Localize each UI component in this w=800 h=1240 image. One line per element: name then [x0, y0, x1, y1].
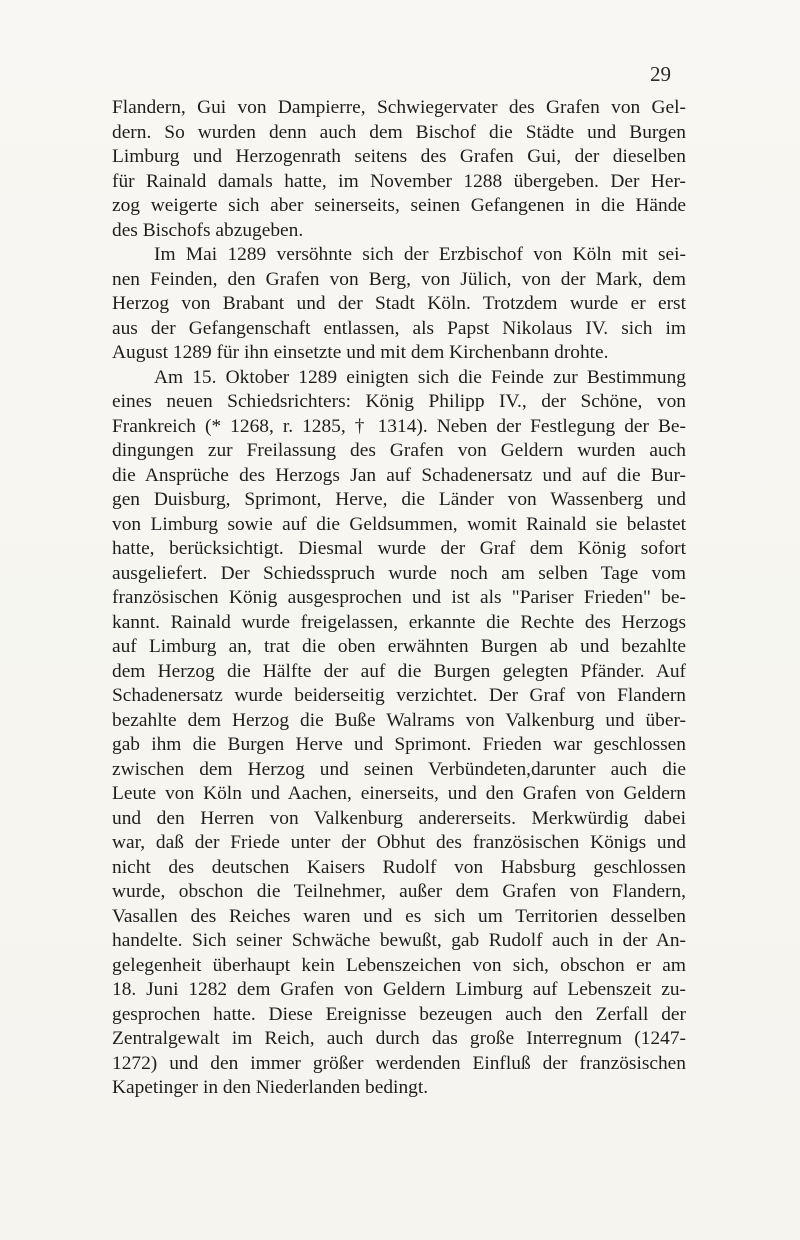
text-line: für Rainald damals hatte, im November 1288 übergeben. Der Her-: [112, 170, 686, 192]
text-line: Kapetinger in den Niederlanden bedingt.: [112, 1077, 429, 1098]
text-line: dingungen zur Freilassung des Grafen von Geldern wurden auch: [112, 440, 686, 461]
paragraph: [112, 96, 686, 243]
text-line: des Bischofs abzugeben.: [112, 219, 304, 241]
text-line: Am 15. Oktober 1289 einigten sich die Feinde zur Bestimmung: [154, 366, 686, 388]
body-text: [112, 96, 686, 1101]
text-line: wurde, obschon die Teilnehmer, außer dem Grafen von Flandern,: [112, 881, 686, 902]
text-line: zog weigerte sich aber seinerseits, seinen Gefangenen in die Hände: [112, 195, 686, 216]
text-line: gen Duisburg, Sprimont, Herve, die Länder von Wassenberg und: [112, 489, 686, 510]
text-line: nicht des deutschen Kaisers Rudolf von Habsburg geschlossen: [112, 856, 686, 878]
text-line: gab ihm die Burgen Herve und Sprimont. Frieden war geschlossen: [112, 734, 686, 755]
text-line: Frankreich (* 1268, r. 1285, † 1314). Neben der Festlegung der Be-: [112, 415, 686, 437]
text-line: gelegenheit überhaupt kein Lebenszeichen von sich, obschon er am: [112, 954, 686, 976]
text-line: französischen König ausgesprochen und ist als "Pariser Frieden" be-: [112, 587, 686, 608]
text-line: 18. Juni 1282 dem Grafen von Geldern Limburg auf Lebenszeit zu-: [112, 979, 686, 1000]
text-line: auf Limburg an, trat die oben erwähnten Burgen ab und bezahlte: [112, 636, 686, 657]
page-number: 29: [650, 62, 671, 86]
text-line: Leute von Köln und Aachen, einerseits, und den Grafen von Geldern: [112, 783, 686, 804]
text-line: bezahlte dem Herzog die Buße Walrams von Valkenburg und über-: [112, 709, 686, 731]
text-line: August 1289 für ihn einsetzte und mit dem Kirchenbann drohte.: [112, 342, 609, 363]
text-line: dem Herzog die Hälfte der auf die Burgen gelegten Pfänder. Auf: [112, 660, 686, 682]
text-line: hatte, berücksichtigt. Diesmal wurde der Graf dem König sofort: [112, 538, 686, 559]
text-line: Herzog von Brabant und der Stadt Köln. Trotzdem wurde er erst: [112, 293, 686, 314]
text-line: und den Herren von Valkenburg andererseits. Merkwürdig dabei: [112, 807, 686, 829]
text-line: Zentralgewalt im Reich, auch durch das große Interregnum (1247-: [112, 1028, 686, 1049]
text-line: handelte. Sich seiner Schwäche bewußt, gab Rudolf auch in der An-: [112, 930, 686, 951]
text-line: die Ansprüche des Herzogs Jan auf Schadenersatz und auf die Bur-: [112, 464, 686, 486]
text-line: 1272) und den immer größer werdenden Einfluß der französischen: [112, 1052, 686, 1074]
text-line: Vasallen des Reiches waren und es sich um Territorien desselben: [112, 905, 686, 927]
text-line: eines neuen Schiedsrichters: König Philipp IV., der Schöne, von: [112, 391, 686, 412]
paragraph: [112, 366, 686, 1101]
text-line: ausgeliefert. Der Schiedsspruch wurde noch am selben Tage vom: [112, 562, 686, 584]
text-line: war, daß der Friede unter der Obhut des französischen Königs und: [112, 832, 686, 853]
text-line: nen Feinden, den Grafen von Berg, von Jülich, von der Mark, dem: [112, 268, 686, 290]
text-line: von Limburg sowie auf die Geldsummen, womit Rainald sie belastet: [112, 513, 686, 535]
paragraph: [112, 243, 686, 366]
text-line: Schadenersatz wurde beiderseitig verzichtet. Der Graf von Flandern: [112, 685, 686, 706]
text-line: gesprochen hatte. Diese Ereignisse bezeugen auch den Zerfall der: [112, 1003, 686, 1025]
text-line: Im Mai 1289 versöhnte sich der Erzbischof von Köln mit sei-: [154, 244, 686, 265]
text-line: kannt. Rainald wurde freigelassen, erkannte die Rechte des Herzogs: [112, 611, 686, 633]
text-line: zwischen dem Herzog und seinen Verbündeten,darunter auch die: [112, 758, 686, 780]
text-line: Flandern, Gui von Dampierre, Schwiegervater des Grafen von Gel-: [112, 97, 686, 118]
text-line: aus der Gefangenschaft entlassen, als Papst Nikolaus IV. sich im: [112, 317, 686, 339]
text-line: Limburg und Herzogenrath seitens des Grafen Gui, der dieselben: [112, 146, 686, 167]
text-line: dern. So wurden denn auch dem Bischof die Städte und Burgen: [112, 121, 686, 143]
